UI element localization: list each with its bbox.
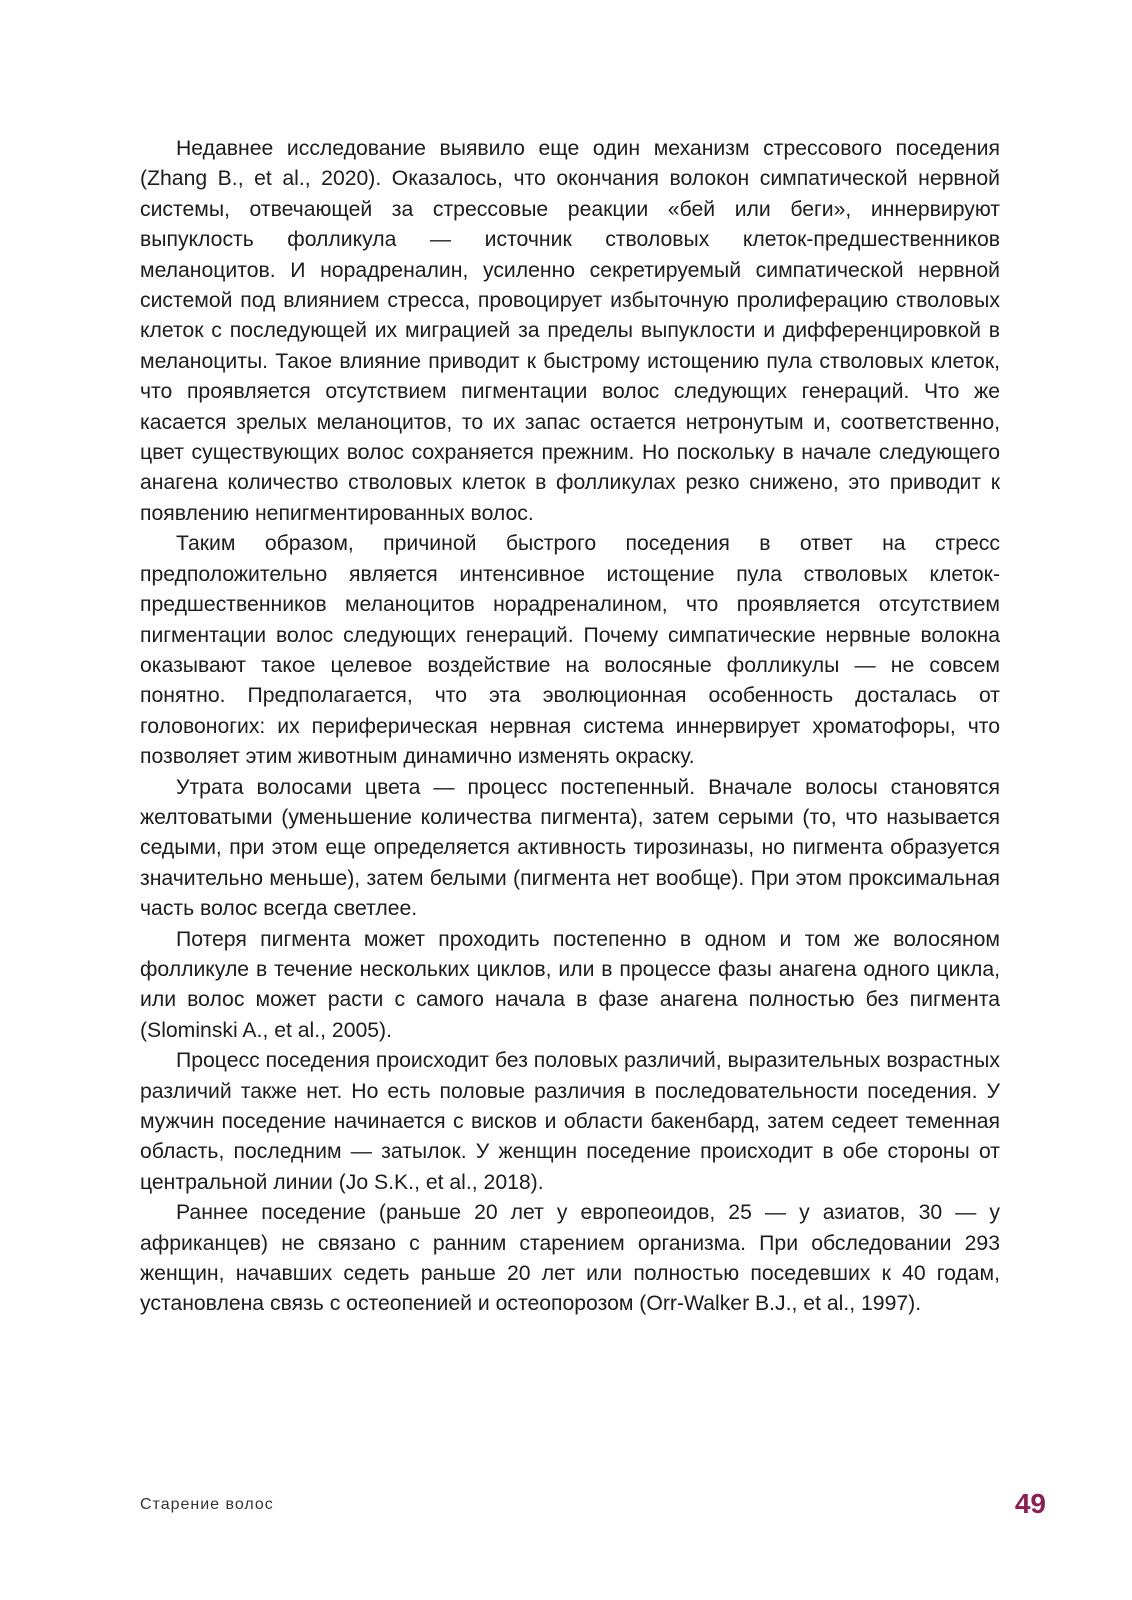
paragraph: Потеря пигмента может проходить постепенно в одном и том же волосяном фолликуле в течение нескольких циклов, или в процессе фазы анагена одного цикла, или волос может расти с самого начала в фазе анагена полностью без пигмента (Slominski A., et al., 2005). — [140, 927, 1000, 1042]
body-text — [140, 134, 1000, 1320]
paragraph: Утрата волосами цвета — процесс постепенный. Вначале волосы становятся желтоватыми (уменьшение количества пигмента), затем серыми (то, что называется седыми, при этом еще определяется активность тирозиназы, но пигмента образуется значительно меньше), затем белыми (пигмента нет вообще). При этом проксимальная часть волос всегда светлее. — [140, 775, 1000, 921]
paragraph: Раннее поседение (раньше 20 лет у европеоидов, 25 — у азиатов, 30 — у африканцев) не связано с ранним старением организма. При обследовании 293 женщин, начавших седеть раньше 20 лет или полностью поседевших к 40 годам, установлена связь с остеопенией и остеопорозом (Orr-Walker B.J., et al., 1997). — [140, 1201, 1000, 1316]
page-number: 49 — [1014, 1488, 1046, 1519]
paragraph: Процесс поседения происходит без половых различий, выразительных возрастных различий также нет. Но есть половые различия в последовательности поседения. У мужчин поседение начинается с висков и области бакенбард, затем седеет теменная область, последним — затылок. У женщин поседение происходит в обе стороны от центральной линии (Jo S.K., et al., 2018). — [140, 1049, 1000, 1194]
paragraph: Недавнее исследование выявило еще один механизм стрессового поседения (Zhang B., et al., 2020). Оказалось, что окончания волокон симпатической нервной системы, отвечающей за стрессовые реакции «бей или беги», иннервируют выпуклость фолликула — источник стволовых клеток-предшественников меланоцитов. И норадреналин, усиленно секретируемый симпатической нервной системой под влиянием стресса, провоцирует избыточную пролиферацию стволовых клеток с последующей их миграцией за пределы выпуклости и дифференцировкой в меланоциты. Такое влияние приводит к быстрому истощению пула стволовых клеток, что проявляется отсутствием пигментации волос следующих генераций. Что же касается зрелых меланоцитов, то их запас остается нетронутым и, соответственно, цвет существующих волос сохраняется прежним. Но поскольку в начале следующего анагена количество стволовых клеток в фолликулах резко снижено, это приводит к появлению непигментированных волос. — [140, 137, 1000, 525]
paragraph: Таким образом, причиной быстрого поседения в ответ на стресс предположительно является интенсивное истощение пула стволовых клеток-предшественников меланоцитов норадреналином, что проявляется отсутствием пигментации волос следующих генераций. Почему симпатические нервные волокна оказывают такое целевое воздействие на волосяные фолликулы — не совсем понятно. Предполагается, что эта эволюционная особенность досталась от головоногих: их периферическая нервная система иннервирует хроматофоры, что позволяет этим животным динамично изменять окраску. — [140, 532, 1000, 769]
running-footer-title: Старение волос — [140, 1496, 274, 1513]
